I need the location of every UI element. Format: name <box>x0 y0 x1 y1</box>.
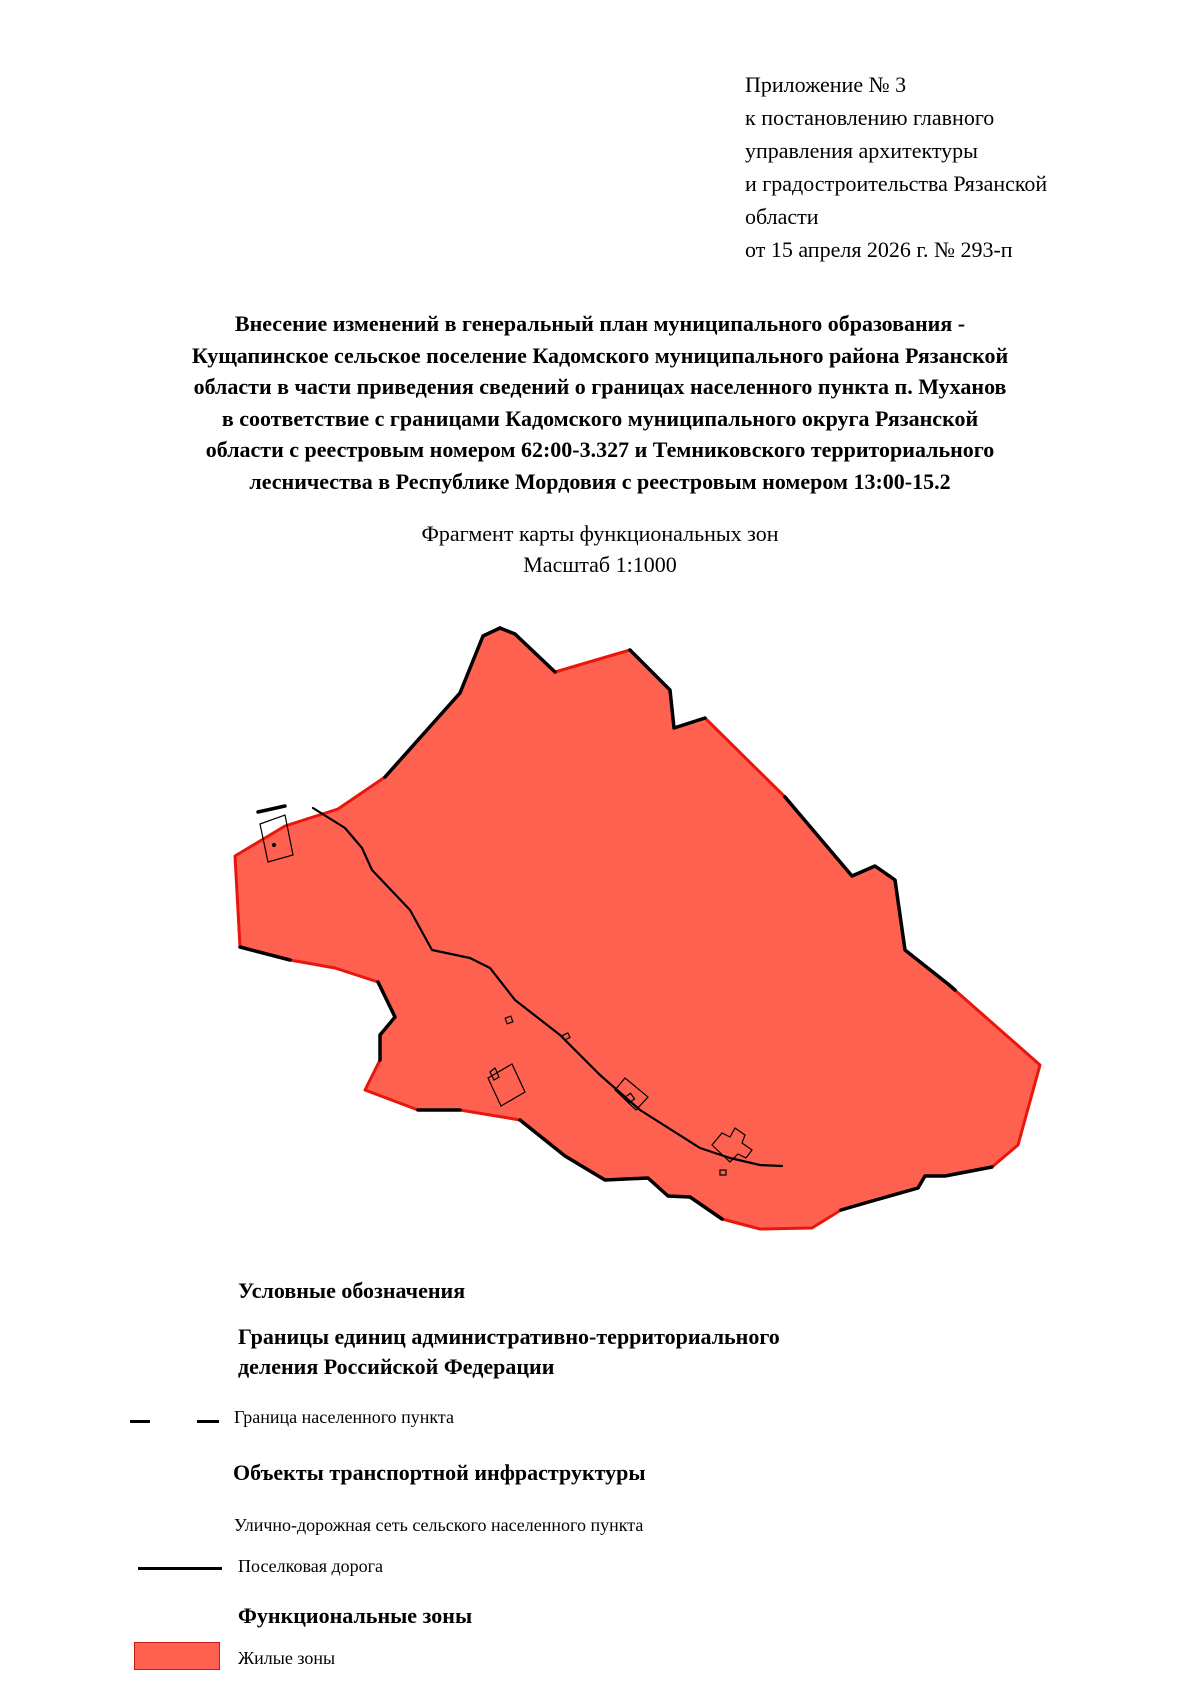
legend-road-network: Улично-дорожная сеть сельского населенного пункта <box>234 1515 644 1535</box>
legend-admin-heading-line: Границы единиц административно-территориального <box>238 1324 780 1349</box>
title-line: Кущапинское сельское поселение Кадомского муниципального района Рязанской <box>191 342 1009 368</box>
appendix-line: от 15 апреля 2026 г. № 293-п <box>745 237 1013 262</box>
building-marker <box>273 844 276 847</box>
legend-transport-heading: Объекты транспортной инфраструктуры <box>233 1460 646 1485</box>
appendix-line: управления архитектуры <box>745 138 978 163</box>
appendix-line: Приложение № 3 <box>745 72 907 97</box>
boundary-segment <box>258 806 285 812</box>
document-title <box>110 308 1090 497</box>
title-line: лесничества в Республике Мордовия с реестровым номером 13:00-15.2 <box>249 468 951 494</box>
map-scale-label: Масштаб 1:1000 <box>523 552 677 577</box>
legend-heading: Условные обозначения <box>238 1278 466 1303</box>
legend-residential-zone: Жилые зоны <box>238 1648 336 1668</box>
legend-zones-heading: Функциональные зоны <box>238 1603 473 1628</box>
legend-settlement-boundary: Граница населенного пункта <box>234 1407 454 1427</box>
map-subtitle <box>0 518 1200 580</box>
residential-zone-swatch <box>134 1642 220 1670</box>
title-line: Внесение изменений в генеральный план муниципального образования - <box>234 311 966 336</box>
appendix-line: и градостроительства Рязанской <box>745 171 1048 196</box>
appendix-block <box>745 68 1047 266</box>
title-line: области с реестровым номером 62:00-3.327 и Темниковского территориального <box>205 437 995 462</box>
title-line: области в части приведения сведений о границах населенного пункта п. Муханов <box>193 374 1007 399</box>
road-line-symbol <box>138 1567 222 1570</box>
appendix-line: области <box>745 204 819 229</box>
boundary-dash-symbol <box>130 1420 150 1423</box>
map-fragment-label: Фрагмент карты функциональных зон <box>421 521 779 546</box>
legend-admin-heading <box>238 1322 780 1382</box>
appendix-line: к постановлению главного <box>745 105 995 130</box>
boundary-dash-symbol <box>197 1420 219 1423</box>
legend-admin-heading-line: деления Российской Федерации <box>238 1354 555 1379</box>
legend-settlement-road: Поселковая дорога <box>238 1556 384 1576</box>
residential-zone-area <box>235 628 1040 1229</box>
functional-zones-map <box>0 600 1200 1260</box>
title-line: в соответствие с границами Кадомского муниципального округа Рязанской <box>221 405 979 431</box>
